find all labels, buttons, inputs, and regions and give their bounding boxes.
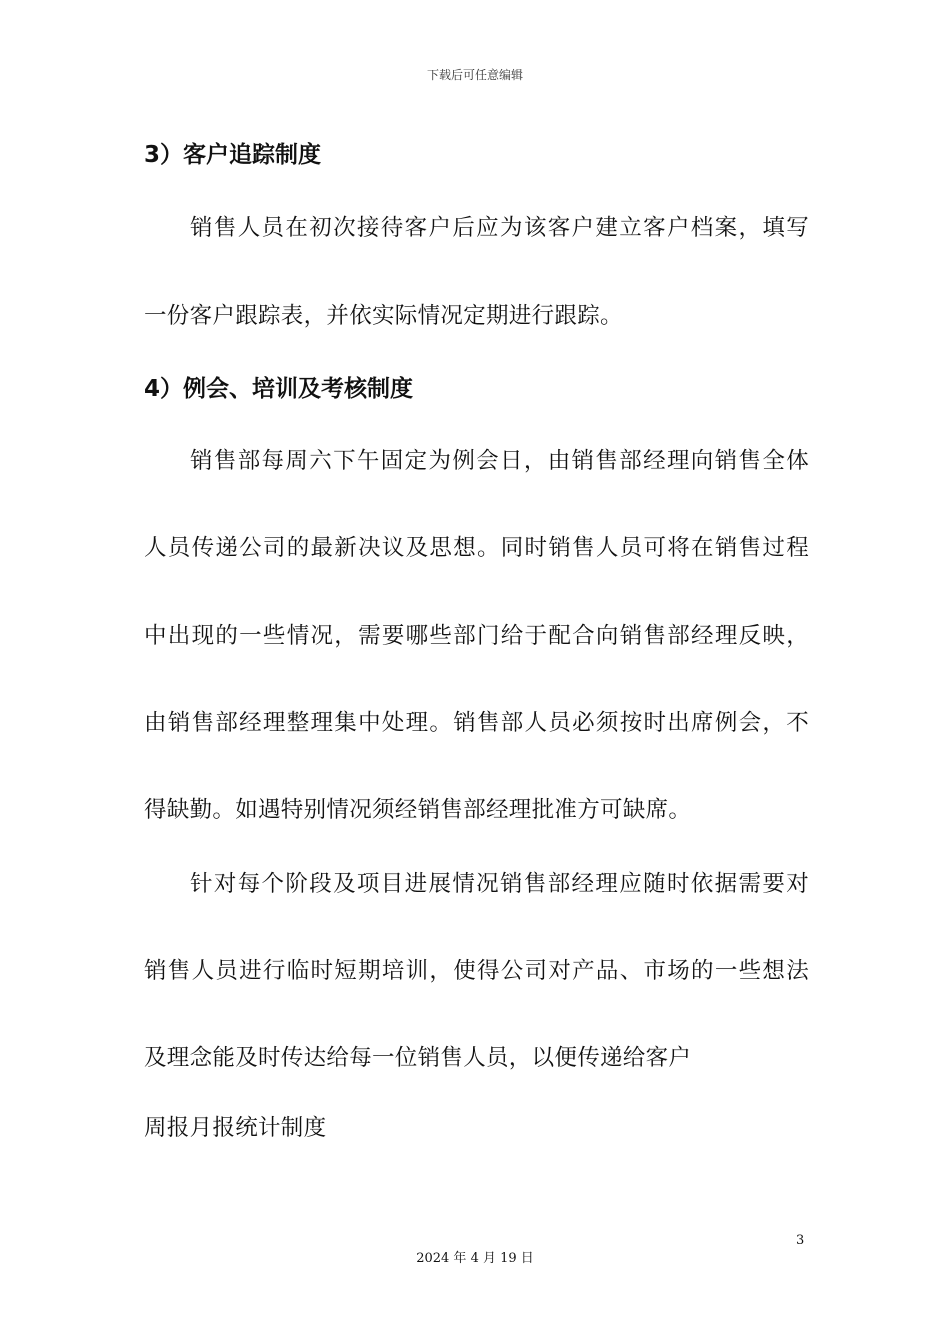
page-number: 3	[796, 1233, 805, 1248]
paragraph-line: 销售人员在初次接待客户后应为该客户建立客户档案，填写	[190, 215, 809, 241]
paragraph-line: 针对每个阶段及项目进展情况销售部经理应随时依据需要对	[190, 871, 809, 897]
paragraph-line: 中出现的一些情况，需要哪些部门给于配合向销售部经理反映，	[144, 623, 809, 649]
section-heading-customer-tracking: 3）客户追踪制度	[144, 142, 322, 168]
paragraph-line: 人员传递公司的最新决议及思想。同时销售人员可将在销售过程	[144, 535, 809, 561]
paragraph-line: 一份客户跟踪表，并依实际情况定期进行跟踪。	[144, 303, 623, 329]
paragraph-line: 销售人员进行临时短期培训，使得公司对产品、市场的一些想法	[144, 958, 809, 984]
page-header: 下载后可任意编辑	[426, 68, 523, 82]
trailing-line: 周报月报统计制度	[144, 1115, 327, 1141]
paragraph-line: 由销售部经理整理集中处理。销售部人员必须按时出席例会，不	[144, 710, 809, 736]
paragraph-line: 及理念能及时传达给每一位销售人员，以便传递给客户	[144, 1045, 692, 1071]
footer-date: 2024 年 4 月 19 日	[416, 1251, 534, 1266]
section-heading-meetings-training: 4）例会、培训及考核制度	[144, 376, 414, 402]
paragraph-line: 销售部每周六下午固定为例会日，由销售部经理向销售全体	[190, 448, 809, 474]
paragraph-line: 得缺勤。如遇特别情况须经销售部经理批准方可缺席。	[144, 797, 692, 823]
